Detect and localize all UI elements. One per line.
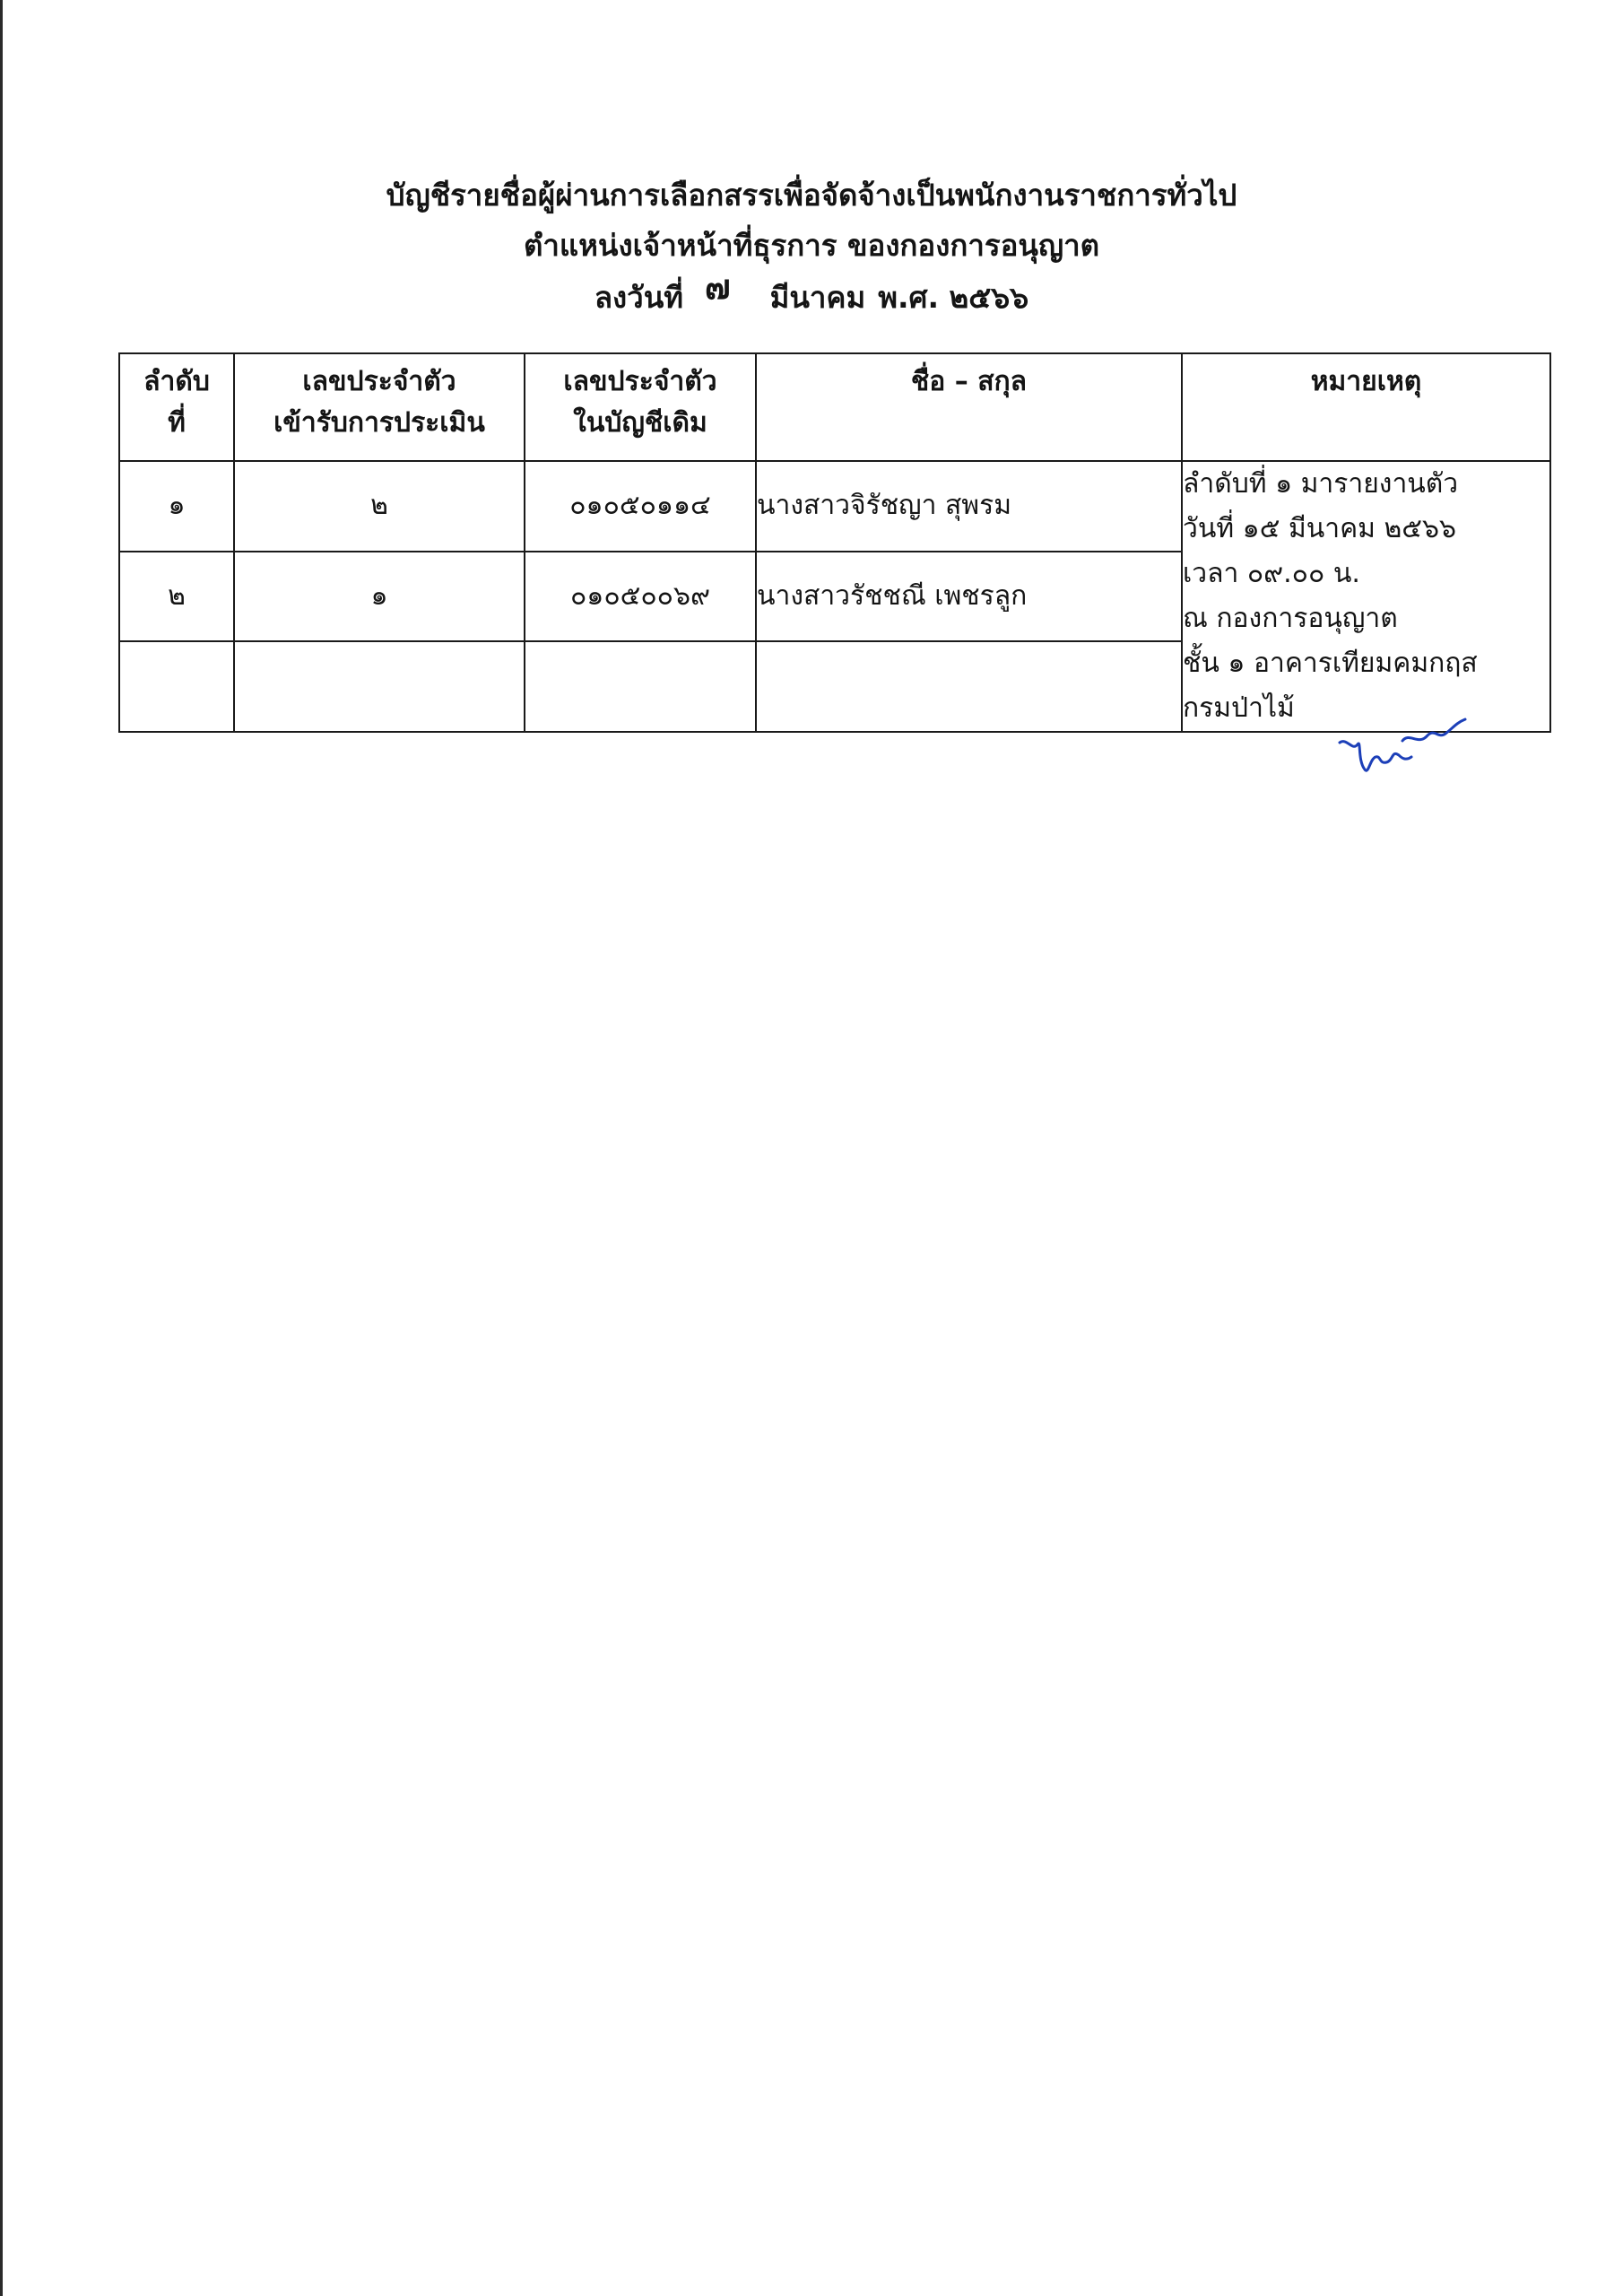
header-order-line1: ลำดับ (143, 366, 210, 397)
title-line-2: ตำแหน่งเจ้าหน้าที่ธุรการ ของกองการอนุญาต (523, 228, 1100, 263)
document-title (0, 170, 1623, 323)
header-order (119, 353, 234, 461)
date-line (0, 267, 1623, 323)
remarks-line: เวลา ๐๙.๐๐ น. (1183, 558, 1360, 589)
remarks-line: ชั้น ๑ อาคารเทียมคมกฤส (1183, 648, 1478, 679)
remarks-line: วันที่ ๑๕ มีนาคม ๒๕๖๖ (1183, 513, 1457, 544)
cell-assess-id: ๑ (234, 552, 525, 642)
candidate-table (118, 352, 1551, 733)
header-assess-id-line2: เข้ารับการประเมิน (273, 407, 485, 439)
date-month: มีนาคม (769, 280, 866, 315)
header-remarks (1182, 353, 1550, 461)
date-era-year: พ.ศ. ๒๕๖๖ (878, 280, 1029, 315)
header-order-line2: ที่ (168, 407, 186, 439)
cell-empty (525, 641, 756, 732)
cell-empty (234, 641, 525, 732)
signature-image (1334, 710, 1469, 782)
date-prefix: ลงวันที่ (594, 280, 684, 315)
remarks-line: ณ กองการอนุญาต (1183, 603, 1398, 634)
header-orig-id-line2: ในบัญชีเดิม (573, 407, 707, 439)
cell-remarks (1182, 461, 1550, 732)
cell-assess-id: ๒ (234, 461, 525, 552)
cell-empty (119, 641, 234, 732)
cell-order: ๑ (119, 461, 234, 552)
date-day: ๗ (705, 267, 731, 307)
cell-empty (756, 641, 1182, 732)
header-name-label: ชื่อ – สกุล (910, 366, 1028, 397)
table-row (119, 461, 1550, 552)
header-remarks-label: หมายเหตุ (1310, 366, 1422, 397)
remarks-line: ลำดับที่ ๑ มารายงานตัว (1183, 468, 1459, 500)
table-header-row (119, 353, 1550, 461)
header-orig-id (525, 353, 756, 461)
header-assess-id-line1: เลขประจำตัว (302, 366, 456, 397)
cell-name: นางสาวรัชชณี เพชรลูก (756, 552, 1182, 642)
cell-orig-id: ๐๑๐๕๐๐๖๙ (525, 552, 756, 642)
scan-edge (0, 0, 3, 2296)
header-orig-id-line1: เลขประจำตัว (563, 366, 717, 397)
header-name (756, 353, 1182, 461)
cell-orig-id: ๐๑๐๕๐๑๑๔ (525, 461, 756, 552)
title-line-1: บัญชีรายชื่อผู้ผ่านการเลือกสรรเพื่อจัดจ้างเป็นพนักงานราชการทั่วไป (386, 178, 1237, 213)
cell-order: ๒ (119, 552, 234, 642)
remarks-line: กรมป่าไม้ (1183, 692, 1295, 724)
header-assess-id (234, 353, 525, 461)
cell-name: นางสาวจิรัชญา สุพรม (756, 461, 1182, 552)
